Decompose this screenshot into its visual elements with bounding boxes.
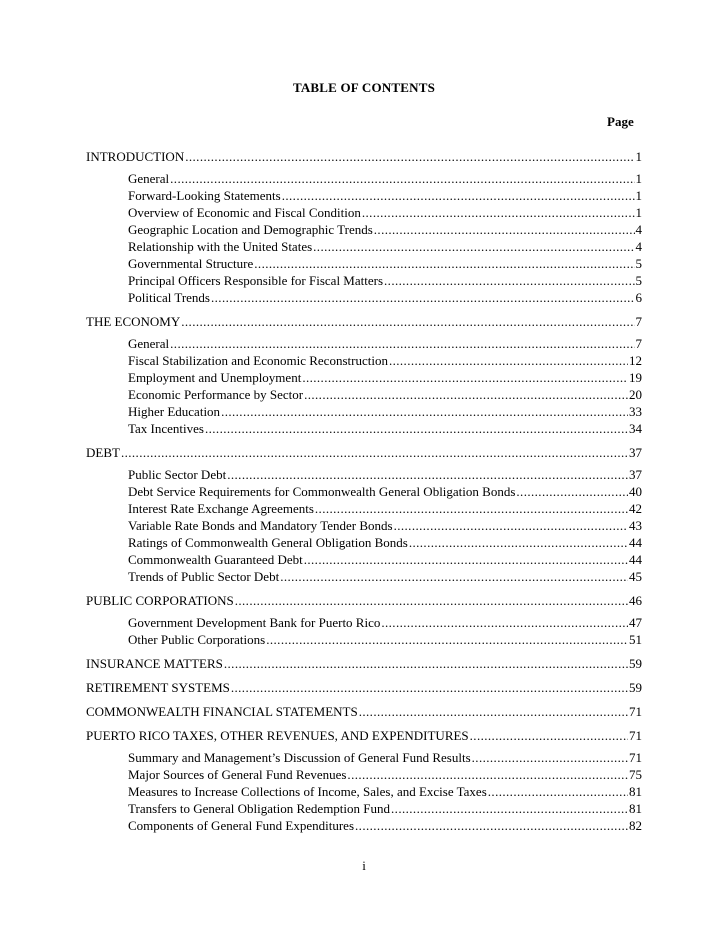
dot-leader xyxy=(302,369,628,386)
toc-subsection-entry xyxy=(86,631,642,648)
toc-page-number: 75 xyxy=(629,767,642,782)
dot-leader xyxy=(231,679,628,696)
dot-leader xyxy=(488,783,628,800)
toc-page-number: 5 xyxy=(635,256,642,271)
toc-page-number: 71 xyxy=(629,750,642,765)
toc-subsection-entry xyxy=(86,817,642,834)
toc-subsection-label: Commonwealth Guaranteed Debt xyxy=(128,552,303,567)
toc-page-number: 43 xyxy=(629,518,642,533)
toc-subsection-entry xyxy=(86,766,642,783)
dot-leader xyxy=(470,727,628,744)
dot-leader xyxy=(170,170,634,187)
toc-subsection-entry xyxy=(86,272,642,289)
toc-page-number: 42 xyxy=(629,501,642,516)
dot-leader xyxy=(170,335,634,352)
toc-page-number: 81 xyxy=(629,801,642,816)
toc-section-entry xyxy=(86,148,642,165)
dot-leader xyxy=(185,148,634,165)
dot-leader xyxy=(304,386,628,403)
toc-subsection-label: Variable Rate Bonds and Mandatory Tender Bonds xyxy=(128,518,393,533)
dot-leader xyxy=(359,703,628,720)
page-column-header: Page xyxy=(607,114,634,129)
toc-subsection-entry xyxy=(86,534,642,551)
toc-subsection-label: Overview of Economic and Fiscal Condition xyxy=(128,205,361,220)
toc-subsection-entry xyxy=(86,420,642,437)
toc-page-number: 37 xyxy=(629,445,642,460)
toc-section-entry xyxy=(86,444,642,461)
dot-leader xyxy=(221,403,628,420)
toc-subsection-label: Ratings of Commonwealth General Obligation Bonds xyxy=(128,535,408,550)
dot-leader xyxy=(409,534,628,551)
dot-leader xyxy=(315,500,628,517)
toc-page-number: 1 xyxy=(635,171,642,186)
toc-section-entry xyxy=(86,679,642,696)
toc-subsection-entry xyxy=(86,386,642,403)
toc-subsection-label: Economic Performance by Sector xyxy=(128,387,304,402)
toc-page-number: 37 xyxy=(629,467,642,482)
toc-section-label: DEBT xyxy=(86,445,120,460)
toc-page-number: 34 xyxy=(629,421,642,436)
toc-subsection-entry xyxy=(86,369,642,386)
dot-leader xyxy=(355,817,628,834)
dot-leader xyxy=(227,466,628,483)
toc-section-label: RETIREMENT SYSTEMS xyxy=(86,680,230,695)
toc-page-number: 20 xyxy=(629,387,642,402)
page-title: TABLE OF CONTENTS xyxy=(292,80,436,95)
toc-subsection-label: General xyxy=(128,336,170,351)
dot-leader xyxy=(181,313,634,330)
toc-page-number: 45 xyxy=(629,569,642,584)
toc-subsection-label: Other Public Corporations xyxy=(128,632,266,647)
toc-subsection-label: Fiscal Stabilization and Economic Reconstruction xyxy=(128,353,388,368)
toc-page-number: 51 xyxy=(629,632,642,647)
toc-subsection-label: Relationship with the United States xyxy=(128,239,313,254)
toc-subsection-label: Tax Incentives xyxy=(128,421,204,436)
toc-page-number: 71 xyxy=(629,728,642,743)
toc-section-label: THE ECONOMY xyxy=(86,314,181,329)
toc-subsection-label: Governmental Structure xyxy=(128,256,254,271)
toc-page-number: 1 xyxy=(635,149,642,164)
toc-subsection-label: Government Development Bank for Puerto Rico xyxy=(128,615,381,630)
toc-section-label: PUERTO RICO TAXES, OTHER REVENUES, AND EXPENDITURES xyxy=(86,728,469,743)
dot-leader xyxy=(304,551,628,568)
toc-subsection-label: Measures to Increase Collections of Income, Sales, and Excise Taxes xyxy=(128,784,487,799)
toc-page-number: 59 xyxy=(629,680,642,695)
dot-leader xyxy=(211,289,635,306)
dot-leader xyxy=(235,592,628,609)
dot-leader xyxy=(121,444,628,461)
toc-subsection-label: Geographic Location and Demographic Trends xyxy=(128,222,373,237)
toc-section-entry xyxy=(86,655,642,672)
dot-leader xyxy=(205,420,628,437)
dot-leader xyxy=(384,272,634,289)
toc-page-number: 47 xyxy=(629,615,642,630)
toc-subsection-label: Transfers to General Obligation Redemption Fund xyxy=(128,801,391,816)
toc-page-number: 6 xyxy=(635,290,642,305)
toc-page-number: 4 xyxy=(635,222,642,237)
toc-subsection-entry xyxy=(86,221,642,238)
toc-page-number: 12 xyxy=(629,353,642,368)
toc-page-number: 7 xyxy=(635,336,642,351)
toc-section-label: COMMONWEALTH FINANCIAL STATEMENTS xyxy=(86,704,358,719)
toc-subsection-entry xyxy=(86,466,642,483)
toc-page-number: 59 xyxy=(629,656,642,671)
toc-subsection-label: Summary and Management’s Discussion of General Fund Results xyxy=(128,750,471,765)
dot-leader xyxy=(347,766,628,783)
toc-subsection-entry xyxy=(86,568,642,585)
toc-page-number: 1 xyxy=(635,205,642,220)
toc-subsection-label: Components of General Fund Expenditures xyxy=(128,818,355,833)
toc-subsection-entry xyxy=(86,749,642,766)
toc-page-number: 40 xyxy=(629,484,642,499)
toc-page-number: 7 xyxy=(635,314,642,329)
dot-leader xyxy=(254,255,634,272)
dot-leader xyxy=(389,352,628,369)
toc-subsection-entry xyxy=(86,614,642,631)
toc-subsection-entry xyxy=(86,800,642,817)
toc-section-label: PUBLIC CORPORATIONS xyxy=(86,593,234,608)
toc-page-number: 46 xyxy=(629,593,642,608)
toc-page-number: 82 xyxy=(629,818,642,833)
toc-subsection-label: Principal Officers Responsible for Fiscal Matters xyxy=(128,273,384,288)
toc-section-entry xyxy=(86,592,642,609)
toc-subsection-entry xyxy=(86,551,642,568)
dot-leader xyxy=(362,204,635,221)
toc-section-entry xyxy=(86,313,642,330)
toc-subsection-entry xyxy=(86,483,642,500)
toc-page-number: 4 xyxy=(635,239,642,254)
dot-leader xyxy=(472,749,628,766)
toc-subsection-entry xyxy=(86,403,642,420)
dot-leader xyxy=(381,614,628,631)
toc-subsection-label: General xyxy=(128,171,170,186)
toc-section-label: INTRODUCTION xyxy=(86,149,185,164)
footer-page-number: i xyxy=(362,858,366,873)
dot-leader xyxy=(313,238,634,255)
toc-subsection-label: Major Sources of General Fund Revenues xyxy=(128,767,347,782)
toc-subsection-entry xyxy=(86,255,642,272)
toc-subsection-entry xyxy=(86,170,642,187)
toc-subsection-label: Trends of Public Sector Debt xyxy=(128,569,280,584)
dot-leader xyxy=(394,517,628,534)
dot-leader xyxy=(224,655,628,672)
toc-page-number: 1 xyxy=(635,188,642,203)
toc-subsection-label: Public Sector Debt xyxy=(128,467,227,482)
toc-subsection-label: Interest Rate Exchange Agreements xyxy=(128,501,314,516)
dot-leader xyxy=(266,631,628,648)
toc-page-number: 44 xyxy=(629,552,642,567)
toc-subsection-entry xyxy=(86,352,642,369)
toc-subsection-entry xyxy=(86,187,642,204)
toc-section-entry xyxy=(86,727,642,744)
dot-leader xyxy=(374,221,635,238)
toc-page-number: 81 xyxy=(629,784,642,799)
toc-section-entry xyxy=(86,703,642,720)
toc-subsection-label: Forward-Looking Statements xyxy=(128,188,281,203)
toc-subsection-entry xyxy=(86,289,642,306)
toc-subsection-label: Higher Education xyxy=(128,404,221,419)
dot-leader xyxy=(282,187,635,204)
toc-page-number: 71 xyxy=(629,704,642,719)
toc-subsection-label: Debt Service Requirements for Commonwealth General Obligation Bonds xyxy=(128,484,516,499)
dot-leader xyxy=(391,800,628,817)
dot-leader xyxy=(516,483,628,500)
table-of-contents xyxy=(86,148,642,841)
toc-page-number: 33 xyxy=(629,404,642,419)
toc-subsection-entry xyxy=(86,783,642,800)
toc-page-number: 5 xyxy=(635,273,642,288)
toc-subsection-label: Employment and Unemployment xyxy=(128,370,302,385)
toc-subsection-entry xyxy=(86,500,642,517)
toc-page-number: 44 xyxy=(629,535,642,550)
toc-section-label: INSURANCE MATTERS xyxy=(86,656,223,671)
dot-leader xyxy=(280,568,628,585)
toc-subsection-entry xyxy=(86,238,642,255)
toc-subsection-entry xyxy=(86,517,642,534)
toc-subsection-label: Political Trends xyxy=(128,290,210,305)
toc-subsection-entry xyxy=(86,335,642,352)
toc-subsection-entry xyxy=(86,204,642,221)
toc-page-number: 19 xyxy=(629,370,642,385)
